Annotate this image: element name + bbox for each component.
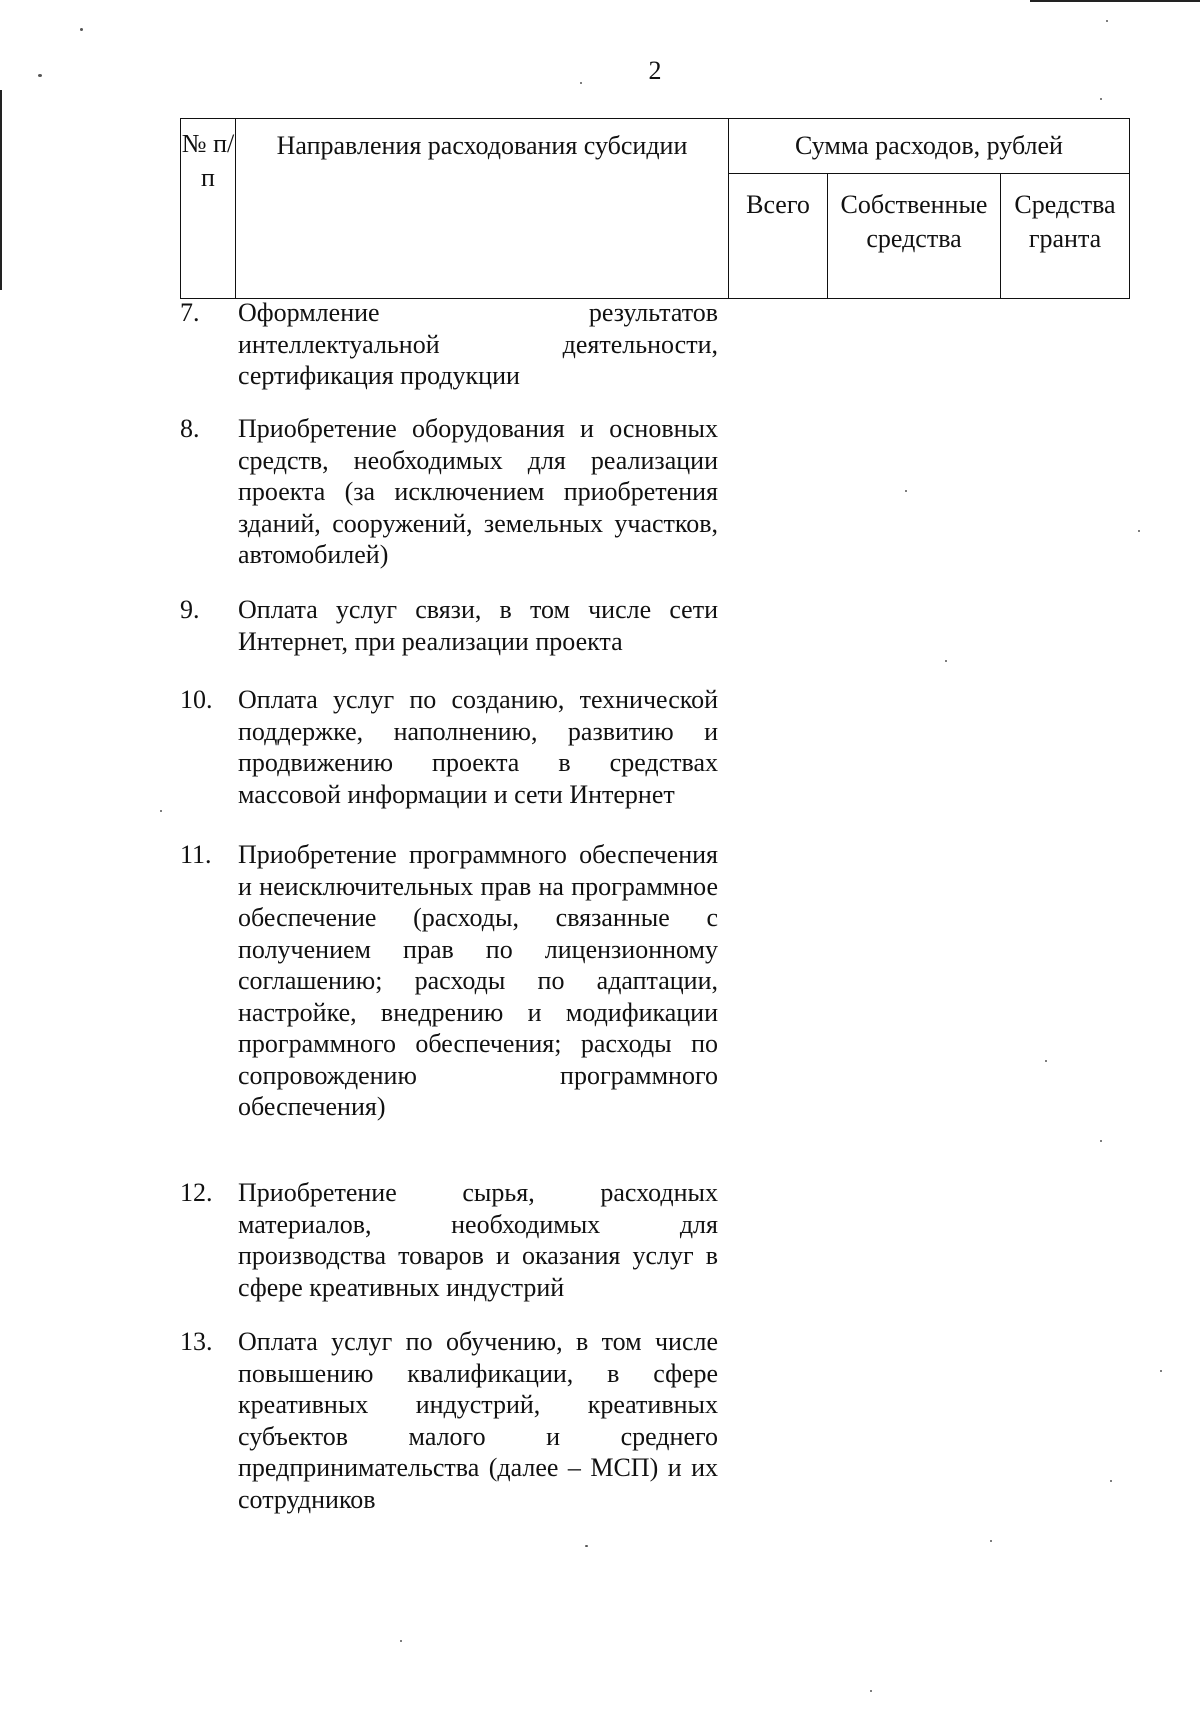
column-header-own-funds: Собственные средства [828, 174, 1001, 299]
expense-item [180, 594, 720, 657]
scan-speck [580, 82, 582, 84]
item-number: 9. [180, 595, 200, 624]
scan-speck [1100, 1140, 1102, 1142]
scan-speck [38, 74, 42, 77]
column-header-grant-funds: Средства гранта [1001, 174, 1130, 299]
column-header-total: Всего [729, 174, 828, 299]
scan-speck [1106, 20, 1108, 22]
scan-edge-line [1030, 0, 1200, 2]
scan-edge-line [0, 90, 2, 290]
item-number: 8. [180, 414, 200, 443]
scan-speck [1160, 1370, 1162, 1372]
expense-item [180, 839, 720, 1123]
scan-speck [990, 1540, 992, 1542]
item-text: Оплата услуг по обучению, в том числе повышению квалификации, в сфере креативных индустрий, креативных субъектов малого и среднего предпринимательства (далее – МСП) и их сотрудников [238, 1327, 718, 1514]
scan-speck [1045, 1060, 1047, 1062]
scan-speck [870, 1690, 872, 1692]
scan-speck [160, 810, 162, 812]
expense-item [180, 1326, 720, 1515]
scan-speck [1110, 1480, 1112, 1482]
item-text: Приобретение программного обеспечения и неисключительных прав на программное обеспечение (расходы, связанные с получением прав по лицензионному соглашению; расходы по адаптации, настройке, внедрению и модификации программного обеспечения; расходы по сопровождению программного обеспечения) [238, 840, 718, 1121]
scan-speck [905, 490, 907, 492]
item-text: Приобретение оборудования и основных средств, необходимых для реализации проекта (за исключением приобретения зданий, сооружений, земельных участков, автомобилей) [238, 414, 718, 569]
scan-speck [400, 1640, 402, 1642]
item-number: 13. [180, 1327, 213, 1356]
scan-speck [1138, 530, 1140, 532]
scan-speck [80, 28, 83, 31]
scan-speck [1100, 98, 1102, 100]
expense-table-header [180, 118, 1130, 299]
item-text: Приобретение сырья, расходных материалов, необходимых для производства товаров и оказания услуг в сфере креативных индустрий [238, 1178, 718, 1302]
item-number: 7. [180, 298, 200, 327]
item-text: Оплата услуг по созданию, технической поддержке, наполнению, развитию и продвижению проекта в средствах массовой информации и сети Интернет [238, 685, 718, 809]
column-header-number: № п/п [181, 119, 236, 299]
expense-item [180, 297, 720, 392]
item-number: 11. [180, 840, 212, 869]
page-number: 2 [648, 56, 662, 85]
item-number: 10. [180, 685, 213, 714]
expense-item [180, 1177, 720, 1303]
column-header-direction: Направления расходования субсидии [236, 119, 729, 299]
item-number: 12. [180, 1178, 213, 1207]
expense-item [180, 684, 720, 810]
item-text: Оформление результатов интеллектуальной деятельности, сертификация продукции [238, 298, 718, 390]
expense-item [180, 413, 720, 571]
scan-speck [585, 1545, 588, 1547]
item-text: Оплата услуг связи, в том числе сети Интернет, при реализации проекта [238, 595, 718, 656]
column-header-sum: Сумма расходов, рублей [729, 119, 1130, 174]
scan-speck [945, 660, 947, 662]
